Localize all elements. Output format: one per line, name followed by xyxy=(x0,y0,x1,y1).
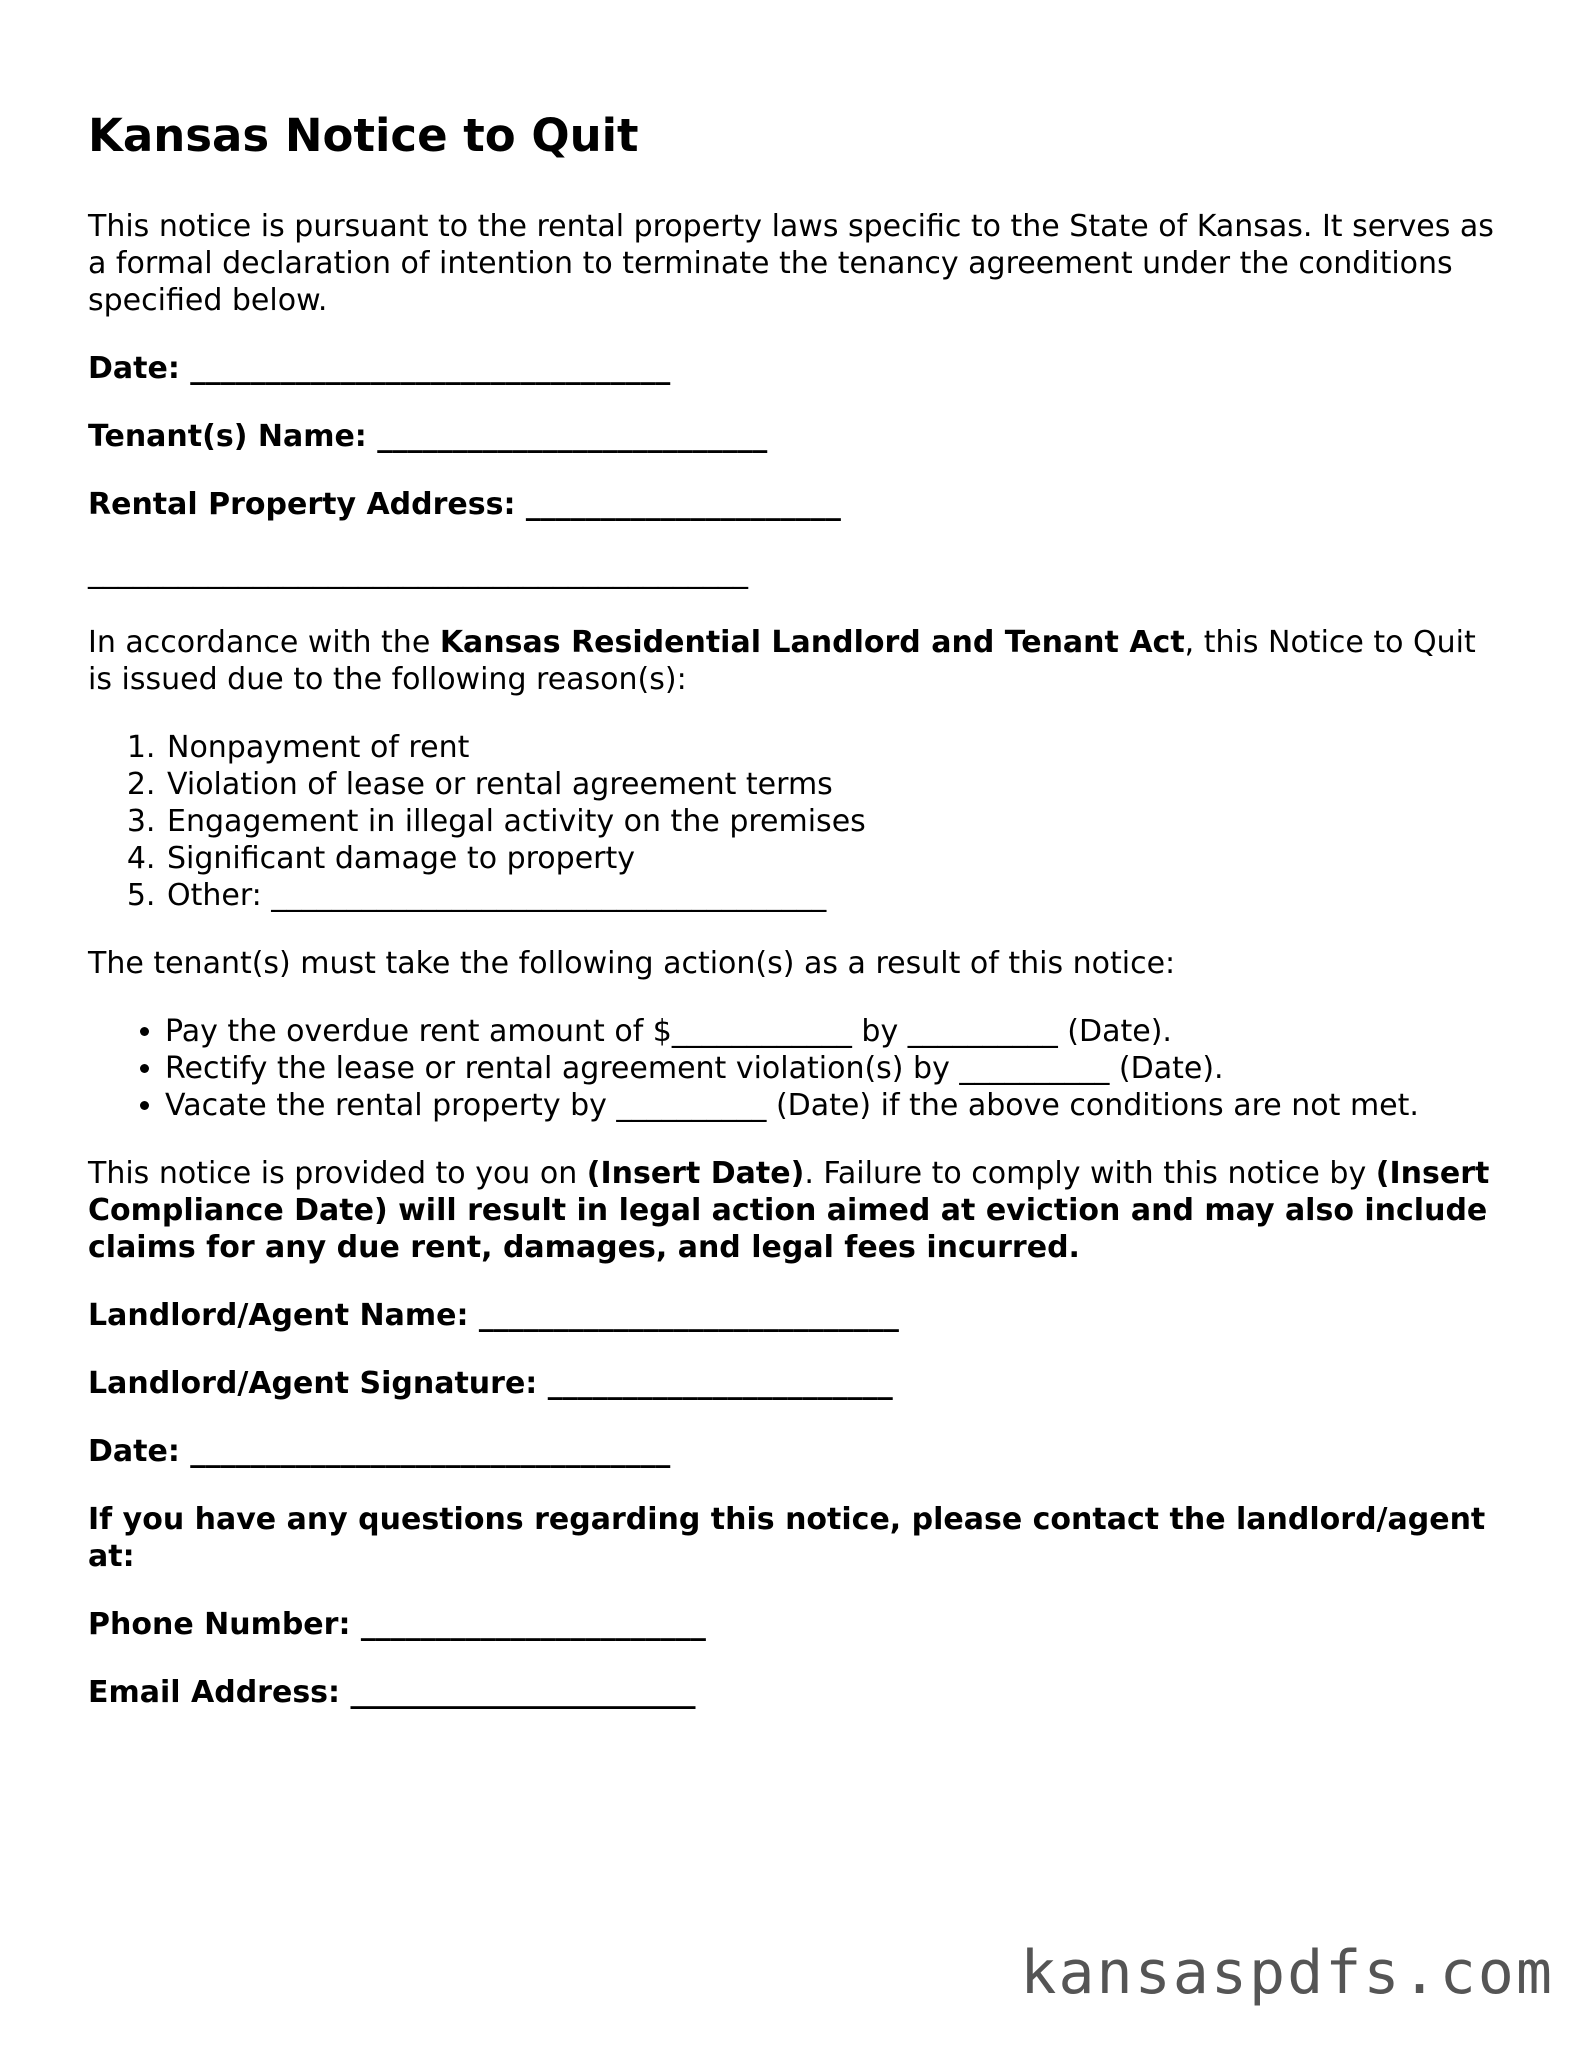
insert-date-placeholder: (Insert Date) xyxy=(586,1156,805,1191)
property-address-line2[interactable]: ____________________________________________ xyxy=(88,555,748,590)
document-title: Kansas Notice to Quit xyxy=(88,109,639,162)
actions-list xyxy=(88,1013,1508,1124)
reason-item: 3. Engagement in illegal activity on the premises xyxy=(165,803,1508,840)
landlord-name-field[interactable]: Landlord/Agent Name: ____________________________ xyxy=(88,1298,899,1333)
document-page xyxy=(88,108,1508,1742)
accordance-suffix: , this Notice to Quit is issued due to the following reason(s): xyxy=(88,625,1476,697)
tenant-name-field[interactable]: Tenant(s) Name: __________________________ xyxy=(88,419,768,454)
provided-paragraph xyxy=(88,1155,1508,1266)
landlord-signature-field[interactable]: Landlord/Agent Signature: _______________________ xyxy=(88,1366,893,1401)
intro-paragraph: This notice is pursuant to the rental property laws specific to the State of Kansas. It serves as a formal declaration of intention to terminate the tenancy agreement under the conditions specified below. xyxy=(88,209,1494,318)
reason-item: 2. Violation of lease or rental agreement terms xyxy=(165,766,1508,803)
reason-item: 4. Significant damage to property xyxy=(165,840,1508,877)
date-field[interactable]: Date: ________________________________ xyxy=(88,351,671,386)
action-item[interactable]: • Pay the overdue rent amount of $____________ by __________ (Date). xyxy=(165,1013,1508,1050)
accordance-prefix: In accordance with the xyxy=(88,625,440,660)
email-address-field[interactable]: Email Address: _______________________ xyxy=(88,1675,696,1710)
action-item[interactable]: • Vacate the rental property by __________ (Date) if the above conditions are not met. xyxy=(165,1087,1508,1124)
provided-consequence: (Insert Compliance Date) will result in legal action aimed at eviction and may also include claims for any due rent, damages, and legal fees incurred. xyxy=(88,1156,1490,1265)
action-item[interactable]: • Rectify the lease or rental agreement violation(s) by __________ (Date). xyxy=(165,1050,1508,1087)
actions-intro: The tenant(s) must take the following action(s) as a result of this notice: xyxy=(88,946,1176,981)
provided-middle: . Failure to comply with this notice by xyxy=(804,1156,1376,1191)
reasons-list xyxy=(88,729,1508,914)
phone-number-field[interactable]: Phone Number: _______________________ xyxy=(88,1607,706,1642)
provided-prefix: This notice is provided to you on xyxy=(88,1156,587,1191)
signature-date-field[interactable]: Date: ________________________________ xyxy=(88,1434,671,1469)
reason-item: 1. Nonpayment of rent xyxy=(165,729,1508,766)
act-name: Kansas Residential Landlord and Tenant Act xyxy=(439,625,1185,660)
property-address-field[interactable]: Rental Property Address: _____________________ xyxy=(88,487,841,522)
contact-intro: If you have any questions regarding this notice, please contact the landlord/agent at: xyxy=(88,1502,1486,1574)
watermark: kansaspdfs.com xyxy=(1020,1938,1554,2008)
reason-item-other[interactable]: 5. Other: _____________________________________ xyxy=(165,877,1508,914)
accordance-paragraph xyxy=(88,624,1508,698)
